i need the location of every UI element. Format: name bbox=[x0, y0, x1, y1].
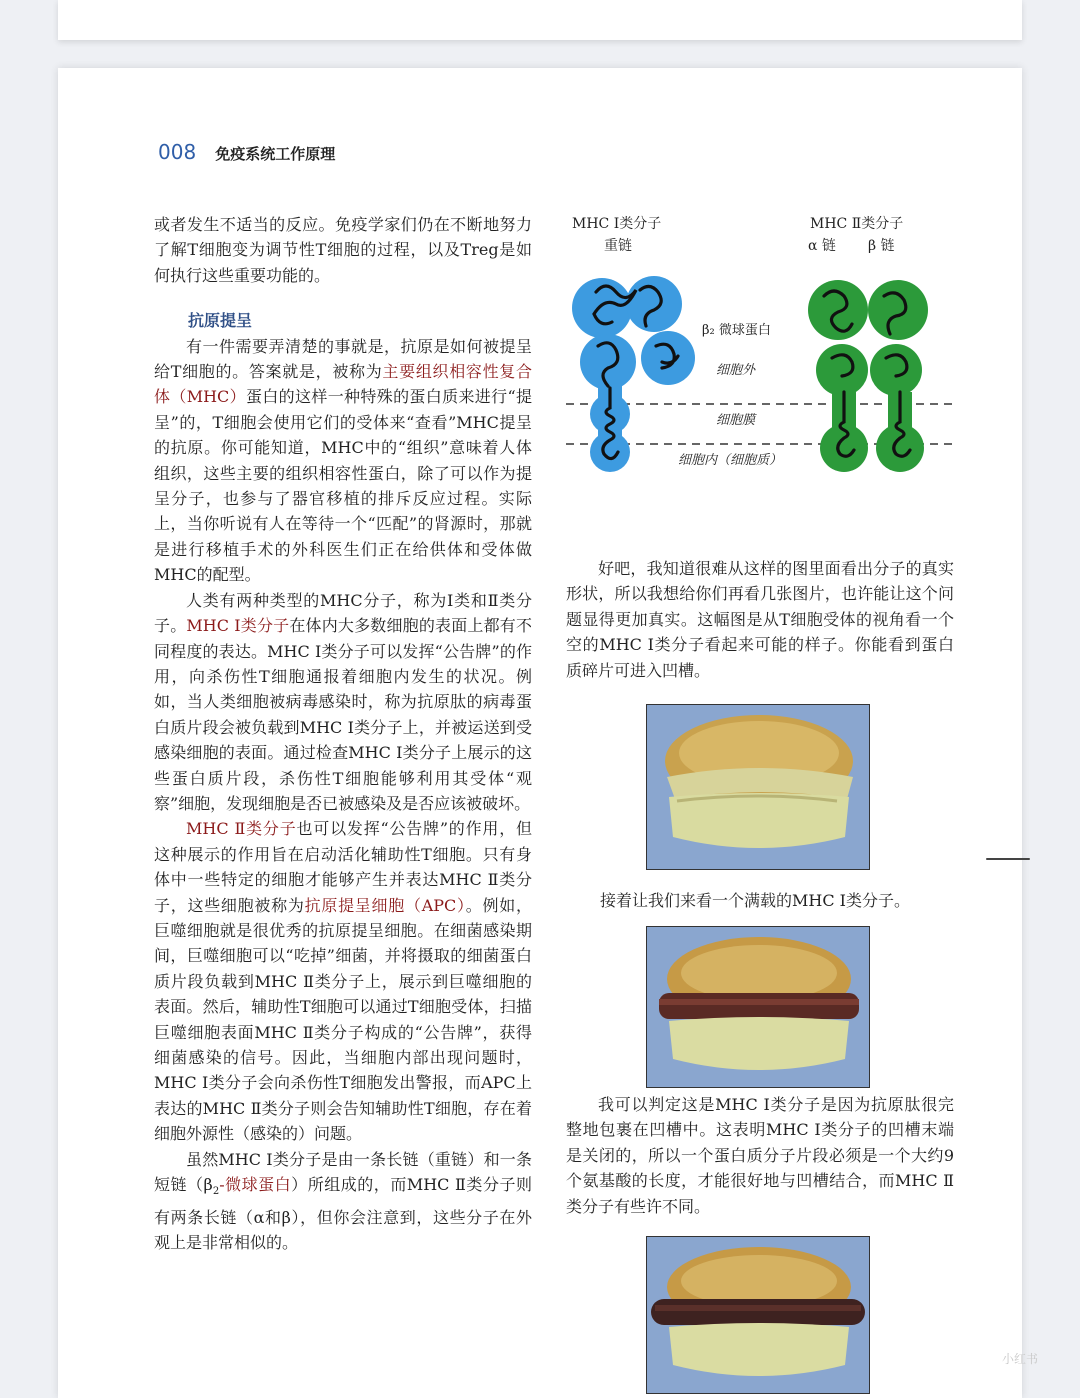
paragraph-mhc-class1 bbox=[154, 588, 532, 817]
beta-domain bbox=[868, 280, 928, 340]
bun-illustration-open bbox=[647, 1237, 869, 1393]
mhc1-domain bbox=[626, 276, 682, 332]
page-number: 008 bbox=[158, 140, 197, 164]
caption-loaded-mhc1: 接着让我们来看一个满载的MHC Ⅰ类分子。 bbox=[600, 891, 910, 910]
paragraph-continued: 或者发生不适当的反应。免疫学家们仍在不断地努力了解T细胞变为调节性T细胞的过程，以及Treg是如何执行这些重要功能的。 bbox=[154, 215, 532, 285]
previous-page-edge bbox=[58, 0, 1022, 40]
text: 蛋白的这样一种特殊的蛋白质来进行“提呈”的，T细胞会使用它们的受体来“查看”MHC提呈的抗原。你可能知道，MHC中的“组织”意味着人体组织，这些主要的组织相容性蛋白，除了可以作为提呈分子，也参与了器官移植的排斥反应过程。实际上，当你听说有人在等待一个“匹配”的肾源时，那就是进行移植手术的外科医生们正在给供体和受体做MHC的配型。 bbox=[154, 387, 532, 585]
mhc-diagram bbox=[566, 212, 956, 492]
text: 在体内大多数细胞的表面上都有不同程度的表达。MHC Ⅰ类分子可以发挥“公告牌”的作用，向杀伤性T细胞通报着细胞内发生的状况。例如，当人类细胞被病毒感染时，称为抗原肽的病毒蛋白质片段会被负载到MHC Ⅰ类分子上，并被运送到受感染细胞的表面。通过检查MHC Ⅰ类分子上展示的这些蛋白质片段，杀伤性T细胞能够利用其受体“观察”细胞，发现细胞是否已被感染及是否应该被破坏。 bbox=[154, 616, 532, 813]
alpha-domain bbox=[816, 344, 868, 396]
text: ）所组成的，而MHC Ⅱ类分子则有两条长链（α和β），但你会注意到，这些分子在外观上是非常相似的。 bbox=[154, 1175, 532, 1253]
intracellular-label: 细胞内（细胞质） bbox=[678, 453, 783, 468]
loaded-mhc1-bun-photo bbox=[646, 926, 870, 1088]
mhc1-chain-label: 重链 bbox=[604, 238, 632, 254]
paragraph-mhc-intro bbox=[154, 334, 532, 588]
mhc2-molecule bbox=[808, 280, 928, 472]
paragraph-diagram-explain: 好吧，我知道很难从这样的图里面看出分子的真实形状，所以我想给你们再看几张图片，也许能让这个问题显得更加真实。这幅图是从T细胞受体的视角看一个空的MHC Ⅰ类分子看起来可能的样子。你能看到蛋白质碎片可进入凹槽。 bbox=[566, 559, 954, 680]
running-header bbox=[158, 140, 335, 164]
extracellular-label: 细胞外 bbox=[716, 363, 756, 378]
section-title: 抗原提呈 bbox=[188, 311, 253, 331]
alpha-chain-label: α 链 bbox=[808, 238, 836, 254]
membrane-label: 细胞膜 bbox=[716, 413, 756, 428]
bun-illustration-empty bbox=[647, 705, 869, 869]
text: 人类有两种类型的MHC分子，称为Ⅰ类和Ⅱ类分子。 bbox=[154, 590, 532, 636]
text: 虽然MHC Ⅰ类分子是由一条长链（重链）和一条短链（β bbox=[154, 1149, 532, 1195]
mhc2-bun-photo bbox=[646, 1236, 870, 1394]
text: 也可以发挥“公告牌”的作用，但这种展示的作用旨在启动活化辅助性T细胞。只有身体中一些特定的细胞才能够产生并表达MHC Ⅱ类分子，这些细胞被称为 bbox=[154, 819, 532, 915]
book-title: 免疫系统工作原理 bbox=[215, 145, 336, 163]
paragraph-groove-explain: 我可以判定这是MHC Ⅰ类分子是因为抗原肽很完整地包裹在凹槽中。这表明MHC Ⅰ类分子的凹槽末端是关闭的，所以一个蛋白质分子片段必须是一个大约9个氨基酸的长度，才能很好地与凹槽结合，而MHC Ⅱ类分子有些许不同。 bbox=[566, 1095, 954, 1216]
paragraph-mhc-class2 bbox=[154, 816, 532, 1146]
bun-illustration-loaded bbox=[647, 927, 869, 1087]
book-page bbox=[58, 68, 1022, 1398]
term-mhc: 主要组织相容性复合体（MHC） bbox=[154, 362, 532, 407]
paragraph-chains bbox=[154, 1147, 532, 1256]
text: 。例如，巨噬细胞就是很优秀的抗原提呈细胞。在细菌感染期间，巨噬细胞可以“吃掉”细菌，并将摄取的细菌蛋白质片段负载到MHC Ⅱ类分子上，展示到巨噬细胞的表面。然后，辅助性T细胞可以通过T细胞受体，扫描巨噬细胞表面MHC Ⅱ类分子构成的“公告牌”，获得细菌感染的信号。因此，当细胞内部出现问题时，MHC Ⅰ类分子会向杀伤性T细胞发出警报，而APC上表达的MHC Ⅱ类分子则会告知辅助性T细胞，存在着细胞外源性（感染的）问题。 bbox=[154, 895, 532, 1144]
text: 有一件需要弄清楚的事就是，抗原是如何被提呈给T细胞的。答案就是，被称为 bbox=[154, 336, 532, 382]
mhc1-molecule bbox=[572, 276, 695, 472]
b2m-domain bbox=[641, 331, 695, 385]
mhc2-title: MHC Ⅱ类分子 bbox=[810, 216, 904, 232]
subscript: 2 bbox=[212, 1186, 220, 1198]
beta-chain-label: β 链 bbox=[868, 238, 895, 254]
term-mhc-class1: MHC Ⅰ类分子 bbox=[186, 616, 290, 636]
term-apc: 抗原提呈细胞（APC） bbox=[304, 895, 466, 915]
term-b2m: -微球蛋白 bbox=[219, 1175, 292, 1195]
left-column bbox=[154, 212, 532, 1255]
watermark: 小红书 bbox=[1002, 1352, 1039, 1366]
scan-mark bbox=[986, 858, 1030, 860]
empty-mhc1-bun-photo bbox=[646, 704, 870, 870]
b2m-label: β₂ 微球蛋白 bbox=[702, 323, 771, 338]
mhc1-title: MHC Ⅰ类分子 bbox=[572, 216, 662, 232]
term-mhc-class2: MHC Ⅱ类分子 bbox=[186, 819, 297, 839]
beta-domain bbox=[870, 344, 922, 396]
